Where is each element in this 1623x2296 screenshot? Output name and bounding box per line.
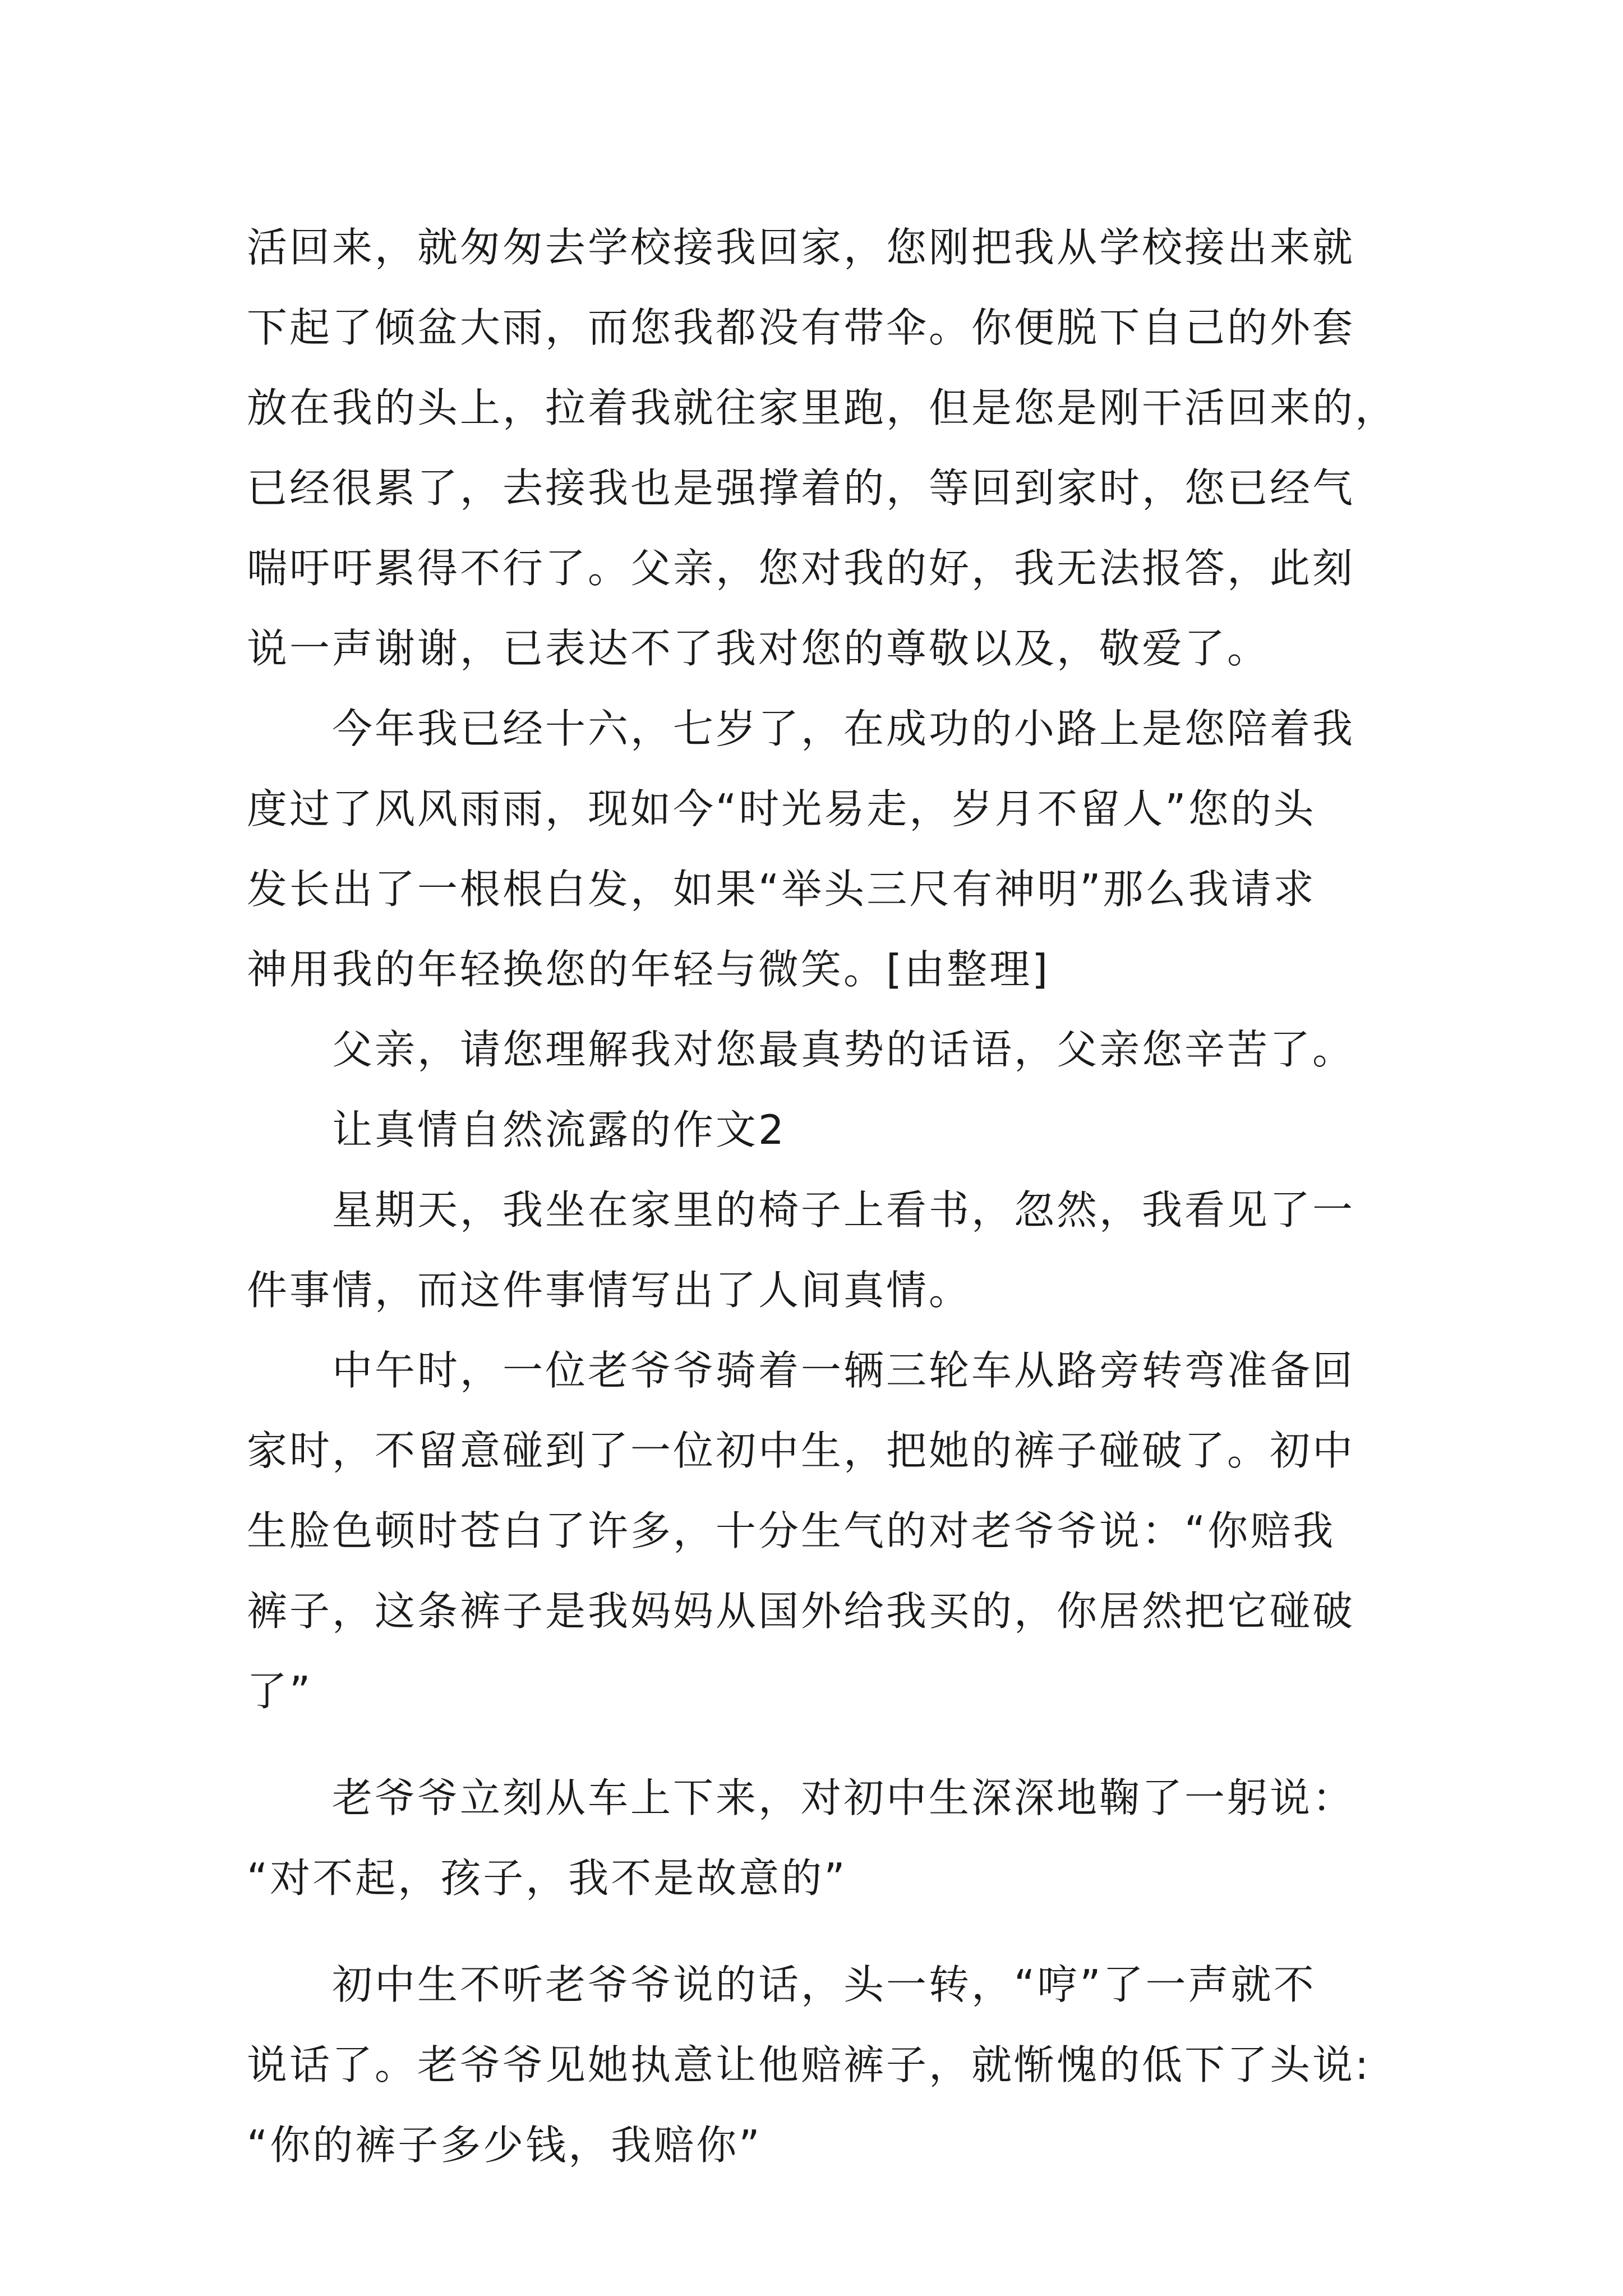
text-line: 喘吁吁累得不行了。父亲，您对我的好，我无法报答，此刻	[247, 545, 1355, 592]
text-line: 神用我的年轻换您的年轻与微笑。[由整理]	[247, 946, 1050, 993]
essay-body	[247, 208, 1398, 2185]
paragraph-start-line: 老爷爷立刻从车上下来，对初中生深深地鞠了一躬说：	[332, 1774, 1355, 1821]
text-line: “你的裤子多少钱，我赔你”	[247, 2122, 762, 2169]
text-line: 说一声谢谢，已表达不了我对您的尊敬以及，敬爱了。	[247, 625, 1270, 672]
text-line: “对不起，孩子，我不是故意的”	[247, 1855, 847, 1902]
text-line: 已经很累了，去接我也是强撑着的，等回到家时，您已经气	[247, 464, 1355, 512]
paragraph-start-line: 初中生不听老爷爷说的话，头一转，“哼”了一声就不	[332, 1961, 1316, 2008]
paragraph-start-line: 中午时，一位老爷爷骑着一辆三轮车从路旁转弯准备回	[332, 1347, 1355, 1394]
paragraph-start-line: 父亲，请您理解我对您最真势的话语，父亲您辛苦了。	[332, 1026, 1355, 1073]
text-line: 下起了倾盆大雨，而您我都没有带伞。你便脱下自己的外套	[247, 304, 1355, 351]
paragraph-start-line: 今年我已经十六，七岁了，在成功的小路上是您陪着我	[332, 705, 1355, 752]
paragraph-start-line: 星期天，我坐在家里的椅子上看书，忽然，我看见了一	[332, 1186, 1355, 1234]
text-line: 发长出了一根根白发，如果“举头三尺有神明”那么我请求	[247, 866, 1316, 913]
text-line: 了”	[247, 1668, 313, 1715]
section-heading: 让真情自然流露的作文2	[332, 1106, 786, 1153]
text-line: 家时，不留意碰到了一位初中生，把她的裤子碰破了。初中	[247, 1427, 1355, 1474]
text-line: 放在我的头上，拉着我就往家里跑，但是您是刚干活回来的，	[247, 384, 1398, 431]
text-line: 件事情，而这件事情写出了人间真情。	[247, 1267, 972, 1314]
text-line: 裤子，这条裤子是我妈妈从国外给我买的，你居然把它碰破	[247, 1588, 1355, 1635]
text-line: 活回来，就匆匆去学校接我回家，您刚把我从学校接出来就	[247, 224, 1355, 271]
text-line: 度过了风风雨雨，现如今“时光易走，岁月不留人”您的头	[247, 785, 1316, 832]
text-line: 生脸色顿时苍白了许多，十分生气的对老爷爷说：“你赔我	[247, 1507, 1336, 1554]
text-line: 说话了。老爷爷见她执意让他赔裤子，就惭愧的低下了头说:	[247, 2041, 1371, 2088]
